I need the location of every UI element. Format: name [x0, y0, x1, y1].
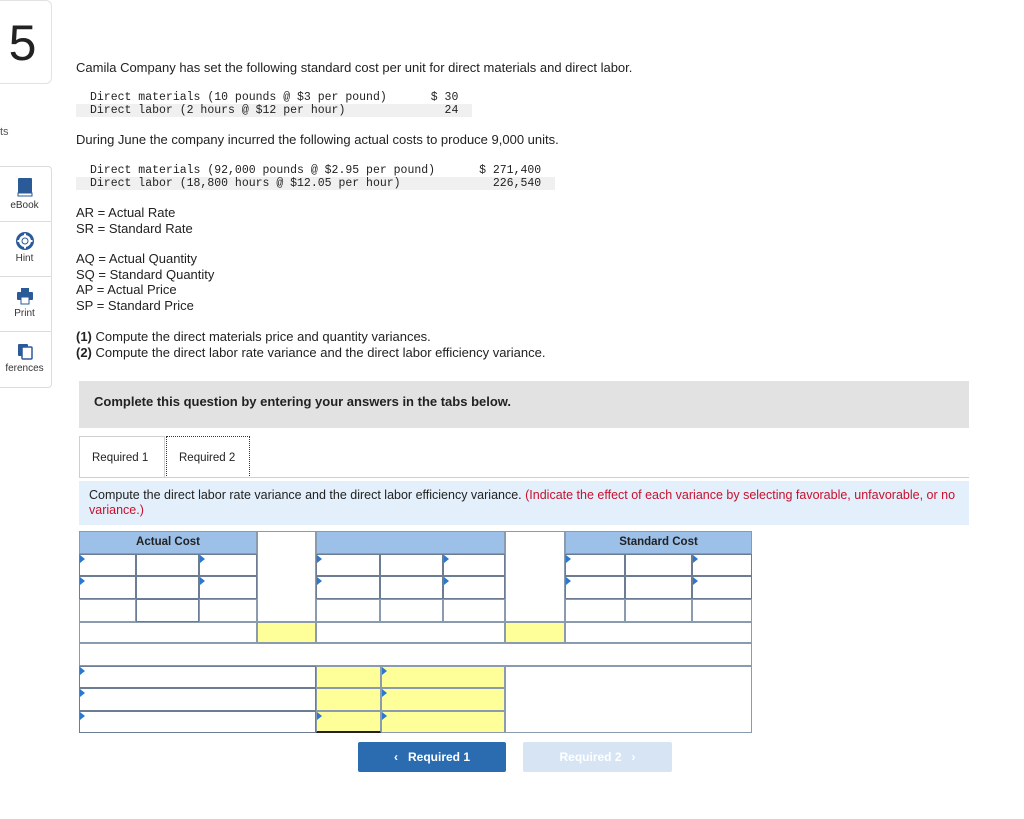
- points-label: ts: [0, 126, 9, 138]
- chevron-left-icon: ‹: [393, 750, 398, 764]
- definition-line: AP = Actual Price: [76, 282, 177, 297]
- definition-line: AR = Actual Rate: [76, 205, 176, 220]
- variance-label-dropdown-2[interactable]: [79, 688, 316, 711]
- table-row: [76, 164, 555, 177]
- table-row: [76, 104, 472, 117]
- middle-rate-operator-dropdown[interactable]: [443, 576, 505, 599]
- standard-rate-label-dropdown[interactable]: [565, 576, 625, 599]
- cost-label: Direct labor (2 hours @ $12 per hour): [76, 104, 401, 117]
- copy-icon: [16, 342, 34, 360]
- task-number: (1): [76, 329, 92, 344]
- definition-line: SP = Standard Price: [76, 297, 194, 313]
- middle-input[interactable]: [380, 554, 443, 576]
- cost-amount: $ 271,400: [449, 164, 555, 177]
- cost-amount: 226,540: [449, 177, 555, 190]
- grid-cell: [316, 599, 380, 622]
- standard-label-dropdown[interactable]: [565, 554, 625, 576]
- middle-rate-input[interactable]: [380, 576, 443, 599]
- grid-cell: [565, 599, 625, 622]
- table-row: [76, 177, 555, 190]
- definition-line: SQ = Standard Quantity: [76, 266, 215, 282]
- actual-hours-input[interactable]: [136, 554, 199, 576]
- header-actual-cost: Actual Cost: [79, 531, 257, 554]
- variance-effect-dropdown-1[interactable]: [381, 666, 505, 688]
- tab-required-1[interactable]: Required 1: [79, 436, 165, 478]
- tab-instruction: [79, 481, 969, 525]
- operator-cell: [257, 531, 316, 622]
- tab-required-2[interactable]: Required 2: [166, 436, 250, 478]
- rate-definitions: [76, 205, 193, 236]
- table-row: [76, 91, 472, 104]
- intro-text: Camila Company has set the following standard cost per unit for direct materials and direct labor.: [76, 60, 633, 75]
- next-required-button[interactable]: [523, 742, 672, 772]
- task-item: [76, 329, 545, 345]
- standard-operator-dropdown[interactable]: [692, 554, 752, 576]
- grid-cell: [692, 599, 752, 622]
- middle-operator-dropdown[interactable]: [443, 554, 505, 576]
- tab-divider: [79, 477, 969, 478]
- sidebar-item-references[interactable]: [0, 332, 51, 387]
- actual-hours-operator-dropdown[interactable]: [199, 554, 257, 576]
- next-button-label: Required 2: [559, 750, 622, 764]
- sidebar-item-label: ferences: [5, 363, 44, 374]
- instruction-banner: Complete this question by entering your answers in the tabs below.: [79, 381, 969, 428]
- task-number: (2): [76, 345, 92, 360]
- middle-label-dropdown[interactable]: [316, 554, 380, 576]
- sidebar-item-ebook[interactable]: [0, 167, 51, 222]
- sidebar: [0, 166, 52, 388]
- instruction-main: Compute the direct labor rate variance and the direct labor efficiency variance.: [89, 488, 526, 502]
- variance-effect-dropdown-3[interactable]: [381, 711, 505, 733]
- sidebar-item-label: eBook: [10, 200, 39, 211]
- lifebuoy-icon: [16, 232, 34, 250]
- prev-required-button[interactable]: [358, 742, 506, 772]
- variance-amount-input-1[interactable]: [316, 666, 381, 688]
- definition-line: SR = Standard Rate: [76, 220, 193, 236]
- definition-line: AQ = Actual Quantity: [76, 251, 198, 266]
- task-list: [76, 329, 545, 361]
- grid-cell: [199, 599, 257, 622]
- cost-label: Direct materials (10 pounds @ $3 per pound): [76, 91, 401, 104]
- question-number: 5: [0, 0, 52, 84]
- sidebar-item-label: Print: [14, 308, 35, 319]
- grid-cell: [79, 622, 257, 643]
- chevron-right-icon: ›: [631, 750, 636, 764]
- actual-rate-input[interactable]: [136, 576, 199, 599]
- rate-variance-input[interactable]: [257, 622, 316, 643]
- sidebar-item-label: Hint: [15, 253, 34, 264]
- sidebar-item-print[interactable]: [0, 277, 51, 332]
- standard-cost-table: [76, 91, 472, 117]
- actual-cost-total-input[interactable]: [136, 599, 199, 622]
- printer-icon: [16, 287, 34, 305]
- actual-hours-label-dropdown[interactable]: [79, 554, 136, 576]
- cost-amount: 24: [401, 104, 473, 117]
- standard-rate-input[interactable]: [625, 576, 692, 599]
- prev-button-label: Required 1: [407, 750, 470, 764]
- actual-cost-table: [76, 164, 555, 190]
- grid-cell: [565, 622, 752, 643]
- variance-effect-dropdown-2[interactable]: [381, 688, 505, 711]
- task-text: Compute the direct materials price and quantity variances.: [91, 329, 431, 344]
- header-middle: [316, 531, 505, 554]
- efficiency-variance-input[interactable]: [505, 622, 565, 643]
- task-text: Compute the direct labor rate variance and the direct labor efficiency variance.: [91, 345, 546, 360]
- standard-rate-operator-dropdown[interactable]: [692, 576, 752, 599]
- grid-cell: [443, 599, 505, 622]
- actual-intro-text: During June the company incurred the following actual costs to produce 9,000 units.: [76, 132, 559, 147]
- actual-rate-operator-dropdown[interactable]: [199, 576, 257, 599]
- task-item: [76, 345, 545, 361]
- variance-amount-input-2[interactable]: [316, 688, 381, 711]
- standard-input[interactable]: [625, 554, 692, 576]
- middle-total-input[interactable]: [380, 599, 443, 622]
- grid-spacer-row: [79, 643, 752, 666]
- middle-rate-label-dropdown[interactable]: [316, 576, 380, 599]
- cost-label: Direct labor (18,800 hours @ $12.05 per hour): [76, 177, 449, 190]
- cost-amount: $ 30: [401, 91, 473, 104]
- grid-cell: [79, 599, 136, 622]
- cost-label: Direct materials (92,000 pounds @ $2.95 per pound): [76, 164, 449, 177]
- sidebar-item-hint[interactable]: [0, 222, 51, 277]
- book-icon: [16, 177, 34, 197]
- variance-label-dropdown-3[interactable]: [79, 711, 316, 733]
- actual-rate-label-dropdown[interactable]: [79, 576, 136, 599]
- quantity-definitions: [76, 251, 214, 313]
- header-standard-cost: Standard Cost: [565, 531, 752, 554]
- variance-amount-input-3[interactable]: [316, 711, 381, 733]
- instruction-note: (Indicate the effect of each variance by selecting favorable, unfavorable, or no variance.): [89, 488, 956, 517]
- grid-cell: [505, 666, 752, 733]
- variance-label-dropdown-1[interactable]: [79, 666, 316, 688]
- grid-cell: [316, 622, 505, 643]
- standard-cost-total-input[interactable]: [625, 599, 692, 622]
- operator-cell: [505, 531, 565, 622]
